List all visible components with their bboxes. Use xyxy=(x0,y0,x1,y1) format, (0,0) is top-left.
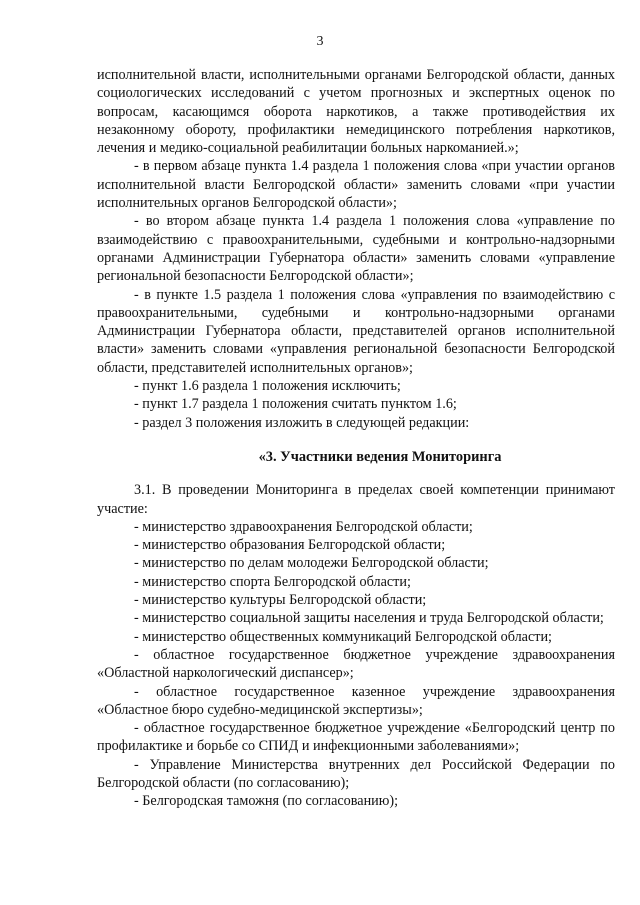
list-item: - областное государственное казенное учреждение здравоохранения «Областное бюро судебно-медицинской экспертизы»; xyxy=(97,683,615,718)
document-body xyxy=(97,66,615,811)
list-item: - областное государственное бюджетное учреждение здравоохранения «Областной наркологический диспансер»; xyxy=(97,646,615,682)
list-item: - Белгородская таможня (по согласованию); xyxy=(134,793,399,810)
paragraph-amendment: - раздел 3 положения изложить в следующей редакции: xyxy=(134,414,470,431)
list-item: - министерство здравоохранения Белгородской области; xyxy=(134,518,473,535)
list-item: - министерство общественных коммуникаций Белгородской области; xyxy=(134,628,552,645)
list-item: - министерство образования Белгородской области; xyxy=(134,537,446,554)
list-item: - министерство спорта Белгородской области; xyxy=(134,573,411,590)
paragraph-section-intro: 3.1. В проведении Мониторинга в пределах своей компетенции принимают участие: xyxy=(97,482,615,517)
paragraph-amendment: - пункт 1.7 раздела 1 положения считать пунктом 1.6; xyxy=(134,396,457,413)
list-item: - областное государственное бюджетное учреждение «Белгородский центр по профилактике и борьбе со СПИД и инфекционными заболеваниями»; xyxy=(97,720,615,755)
paragraph-amendment: - в пункте 1.5 раздела 1 положения слова «управления по взаимодействию с правоохранительными, судебными и контрольно-надзорными органами Администрации Губернатора области, представителей органов исполнительной власти» заменить словами «управления региональной безопасности Белгородской области, представителей исполнительных органов»; xyxy=(97,286,615,376)
page-number: 3 xyxy=(316,34,324,49)
paragraph-amendment: - пункт 1.6 раздела 1 положения исключить; xyxy=(134,378,401,395)
paragraph-amendment: - во втором абзаце пункта 1.4 раздела 1 положения слова «управление по взаимодействию с правоохранительными, судебными и контрольно-надзорными органами Администрации Губернатора области» заменить словами «управление региональной безопасности Белгородской области»; xyxy=(97,213,615,285)
list-item: - министерство по делам молодежи Белгородской области; xyxy=(134,555,489,572)
paragraph-continuation: исполнительной власти, исполнительными органами Белгородской области, данных социологических исследований с учетом прогнозных и экспертных оценок по вопросам, касающимся оборота наркотиков, а также противодействия их незаконному обороту, профилактики немедицинского потребления наркотиков, лечения и медико-социальной реабилитации больных наркоманией.»; xyxy=(97,67,615,157)
section-heading: «3. Участники ведения Мониторинга xyxy=(258,448,502,465)
list-item: - Управление Министерства внутренних дел Российской Федерации по Белгородской области (по согласованию); xyxy=(97,756,615,791)
list-item: - министерство культуры Белгородской области; xyxy=(134,592,427,609)
paragraph-amendment: - в первом абзаце пункта 1.4 раздела 1 положения слова «при участии органов исполнительной власти Белгородской области» заменить словами «при участии исполнительных органов Белгородской области»; xyxy=(97,158,615,212)
list-item: - министерство социальной защиты населения и труда Белгородской области; xyxy=(134,610,604,627)
